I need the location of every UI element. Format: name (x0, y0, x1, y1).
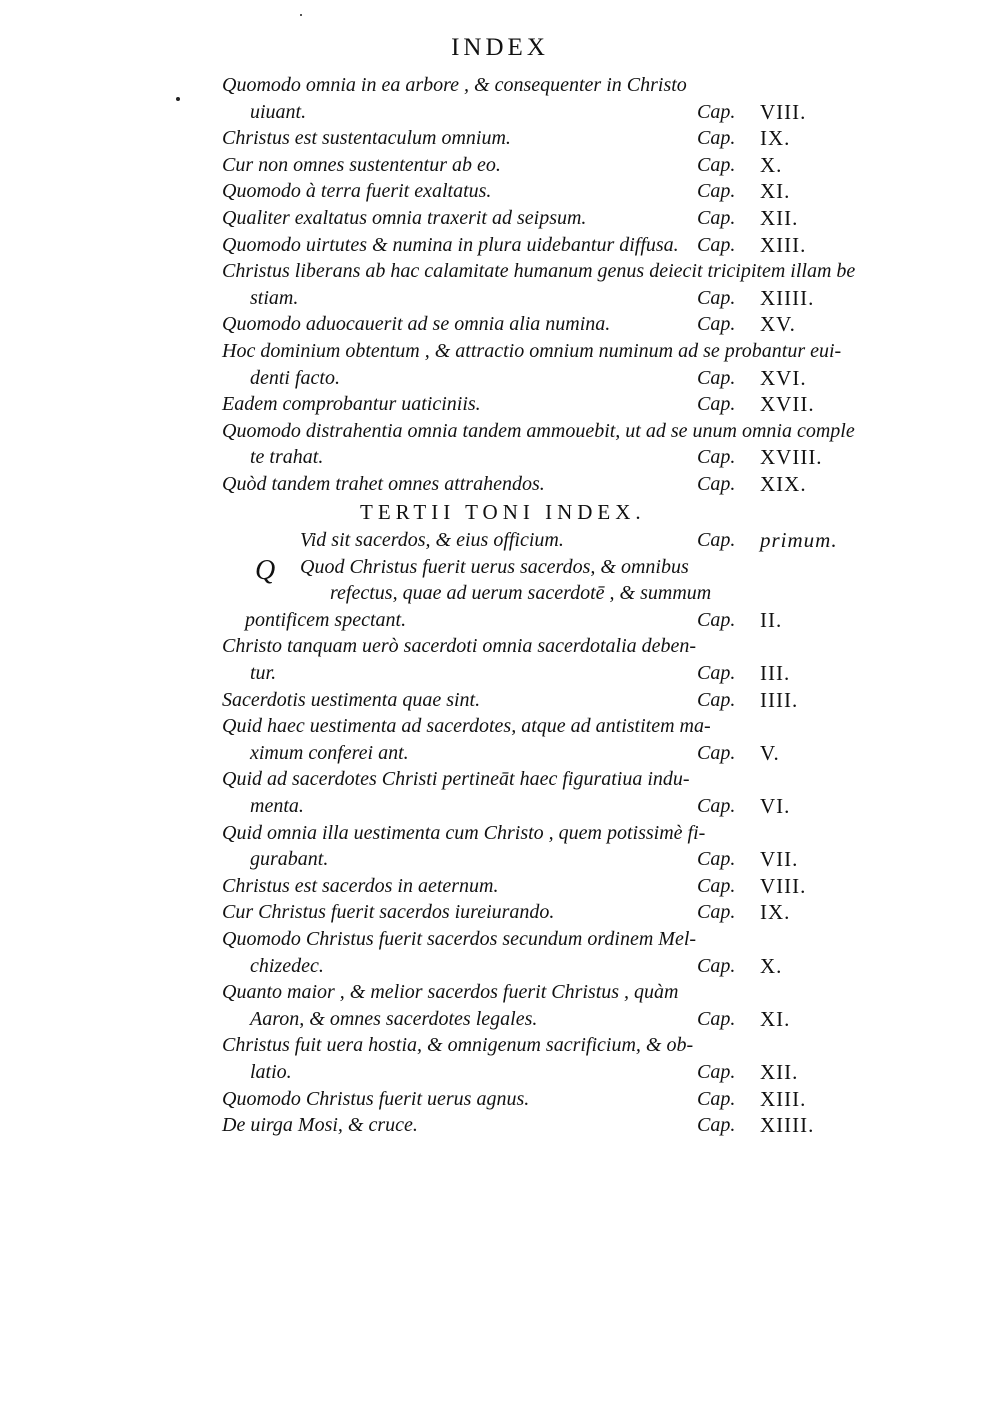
chapter-abbrev: Cap. (697, 1061, 736, 1083)
chapter-abbrev: Cap. (697, 848, 736, 871)
entry-text: Aaron, & omnes sacerdotes legales. (250, 1007, 538, 1030)
index-entry-line (0, 311, 1000, 338)
index-entry-line (0, 418, 1000, 445)
index-entry-line (0, 607, 1000, 634)
entry-text: menta. (250, 795, 304, 817)
entry-text: Cur non omnes sustententur ab eo. (222, 153, 501, 176)
entry-text: te trahat. (250, 446, 324, 469)
paper-speck (300, 14, 302, 16)
index-entry-line (0, 926, 1000, 953)
chapter-abbrev: Cap. (697, 608, 736, 631)
entry-text: gurabant. (250, 848, 329, 871)
entry-text: pontificem spectant. (245, 608, 407, 631)
chapter-number: II. (760, 607, 783, 632)
entry-text: Quod Christus fuerit uerus sacerdos, & omnibus (300, 555, 689, 578)
entry-text: stiam. (250, 286, 299, 309)
chapter-abbrev: Cap. (697, 795, 736, 817)
entry-text: Quid haec uestimenta ad sacerdotes, atque ad antistitem ma- (222, 715, 711, 738)
index-entry-line (0, 766, 1000, 793)
chapter-number: IIII. (760, 687, 799, 712)
chapter-abbrev: Cap. (697, 153, 736, 176)
section-heading: TERTII TONI INDEX. (360, 500, 646, 524)
chapter-number: XII. (760, 206, 799, 230)
chapter-abbrev: Cap. (697, 529, 736, 551)
entry-text: Quomodo uirtutes & numina in plura uidebantur diffusa. (222, 233, 679, 256)
entry-text: Quomodo Christus fuerit sacerdos secundum ordinem Mel- (222, 928, 697, 950)
chapter-abbrev: Cap. (697, 874, 736, 897)
entry-text: ximum conferei ant. (250, 741, 409, 764)
index-entry-line (0, 125, 1000, 152)
chapter-abbrev: Cap. (697, 207, 736, 229)
index-entry-line (0, 660, 1000, 687)
entry-text: uiuant. (250, 100, 307, 123)
index-entry-line (0, 687, 1000, 714)
entry-text: Quanto maior , & melior sacerdos fuerit Christus , quàm (222, 981, 679, 1004)
index-entry-line (0, 1059, 1000, 1086)
chapter-abbrev: Cap. (697, 286, 736, 309)
index-entry-line (0, 1112, 1000, 1139)
entry-text: chizedec. (250, 954, 324, 977)
index-entry-line (0, 713, 1000, 740)
entry-text: Christo tanquam uerò sacerdoti omnia sacerdotalia deben- (222, 635, 697, 658)
entry-text: Christus est sustentaculum omnium. (222, 127, 511, 150)
entry-text: Quomodo Christus fuerit uerus agnus. (222, 1087, 530, 1110)
entry-text: Hoc dominium obtentum , & attractio omnium numinum ad se probantur eui- (222, 340, 842, 362)
chapter-abbrev: Cap. (697, 127, 736, 150)
index-entry-line (0, 527, 1000, 554)
chapter-abbrev: Cap. (697, 901, 736, 924)
chapter-number: XIII. (760, 1086, 807, 1111)
chapter-number: VIII. (760, 873, 807, 898)
entry-text: Eadem comprobantur uaticiniis. (222, 393, 481, 416)
entry-text: De uirga Mosi, & cruce. (222, 1114, 418, 1137)
chapter-number: VI. (760, 794, 791, 818)
entry-text: Quomodo aduocauerit ad se omnia alia numina. (222, 313, 611, 336)
entry-text: Quid omnia illa uestimenta cum Christo , quem potissimè fi- (222, 821, 706, 844)
chapter-abbrev: Cap. (697, 1087, 736, 1110)
index-entry-line (0, 979, 1000, 1006)
chapter-number: XIII. (760, 232, 807, 257)
chapter-abbrev: Cap. (697, 366, 736, 389)
index-entry-line (0, 365, 1000, 392)
entry-text: denti facto. (250, 366, 340, 389)
chapter-number: XIIII. (760, 285, 815, 310)
entry-text: Christus fuit uera hostia, & omnigenum sacrificium, & ob- (222, 1034, 694, 1057)
index-entry-line (0, 444, 1000, 471)
chapter-abbrev: Cap. (697, 393, 736, 416)
entry-text: latio. (250, 1061, 292, 1083)
chapter-number: XII. (760, 1060, 799, 1084)
index-entry-line (0, 580, 1000, 607)
chapter-number: XI. (760, 1006, 791, 1031)
chapter-number: XVIII. (760, 445, 823, 470)
chapter-abbrev: Cap. (697, 313, 736, 336)
index-entry-line (0, 820, 1000, 847)
index-entry-line (0, 846, 1000, 873)
index-entry-line (0, 205, 1000, 232)
chapter-abbrev: Cap. (697, 1114, 736, 1137)
index-entry-line (0, 391, 1000, 418)
drop-initial: Q (255, 555, 276, 586)
entry-text: Quomodo à terra fuerit exaltatus. (222, 180, 492, 203)
chapter-number: IX. (760, 900, 791, 925)
entry-text: refectus, quae ad uerum sacerdotē , & summum (330, 582, 712, 605)
index-entry-line (0, 1086, 1000, 1113)
index-entry-line (0, 258, 1000, 285)
chapter-number: XVII. (760, 392, 815, 417)
index-entry-line (0, 899, 1000, 926)
chapter-number: VIII. (760, 99, 807, 124)
chapter-number: primum. (760, 528, 838, 552)
index-entry-line (0, 633, 1000, 660)
entry-text: Quomodo distrahentia omnia tandem ammouebit, ut ad se unum omnia comple (222, 419, 855, 442)
chapter-abbrev: Cap. (697, 662, 736, 684)
chapter-abbrev: Cap. (697, 473, 736, 495)
chapter-abbrev: Cap. (697, 446, 736, 469)
entry-text: Quomodo omnia in ea arbore , & consequenter in Christo (222, 74, 687, 96)
chapter-abbrev: Cap. (697, 1007, 736, 1030)
entry-text: Cur Christus fuerit sacerdos iureiurando. (222, 901, 555, 924)
index-entry-line (0, 338, 1000, 365)
chapter-abbrev: Cap. (697, 954, 736, 977)
chapter-abbrev: Cap. (697, 233, 736, 256)
chapter-number: V. (760, 740, 780, 765)
chapter-number: XV. (760, 312, 796, 337)
entry-text: Christus liberans ab hac calamitate humanum genus deiecit tricipitem illam be (222, 260, 856, 283)
index-entry-line (0, 740, 1000, 767)
chapter-abbrev: Cap. (697, 688, 736, 711)
index-entry-line (0, 554, 1000, 581)
entry-text: Quòd tandem trahet omnes attrahendos. (222, 473, 545, 495)
chapter-number: IX. (760, 126, 791, 151)
entry-text: Qualiter exaltatus omnia traxerit ad seipsum. (222, 207, 587, 229)
index-entry-line (0, 152, 1000, 179)
index-entry-line (0, 471, 1000, 498)
chapter-abbrev: Cap. (697, 180, 736, 203)
chapter-number: XIX. (760, 472, 807, 496)
index-entry-line (0, 178, 1000, 205)
index-entry-line (0, 873, 1000, 900)
chapter-number: XI. (760, 179, 791, 204)
chapter-number: VII. (760, 847, 799, 872)
chapter-number: XVI. (760, 365, 807, 390)
index-entry-line (0, 72, 1000, 99)
chapter-number: X. (760, 152, 783, 177)
index-entry-line (0, 953, 1000, 980)
entry-text: Christus est sacerdos in aeternum. (222, 874, 499, 897)
index-entry-line (0, 232, 1000, 259)
chapter-number: III. (760, 661, 791, 685)
entry-text: Quid ad sacerdotes Christi pertineāt haec figuratiua indu- (222, 768, 690, 791)
running-head: INDEX (451, 34, 549, 61)
index-entry-line (0, 285, 1000, 312)
chapter-number: X. (760, 953, 783, 978)
chapter-number: XIIII. (760, 1113, 815, 1138)
index-entry-line (0, 1032, 1000, 1059)
index-entry-line (0, 99, 1000, 126)
index-entry-line (0, 1006, 1000, 1033)
index-entry-line (0, 793, 1000, 820)
entry-text: tur. (250, 662, 277, 684)
entry-text: Sacerdotis uestimenta quae sint. (222, 688, 481, 711)
chapter-abbrev: Cap. (697, 741, 736, 764)
entry-text: Vid sit sacerdos, & eius officium. (300, 529, 564, 551)
chapter-abbrev: Cap. (697, 100, 736, 123)
